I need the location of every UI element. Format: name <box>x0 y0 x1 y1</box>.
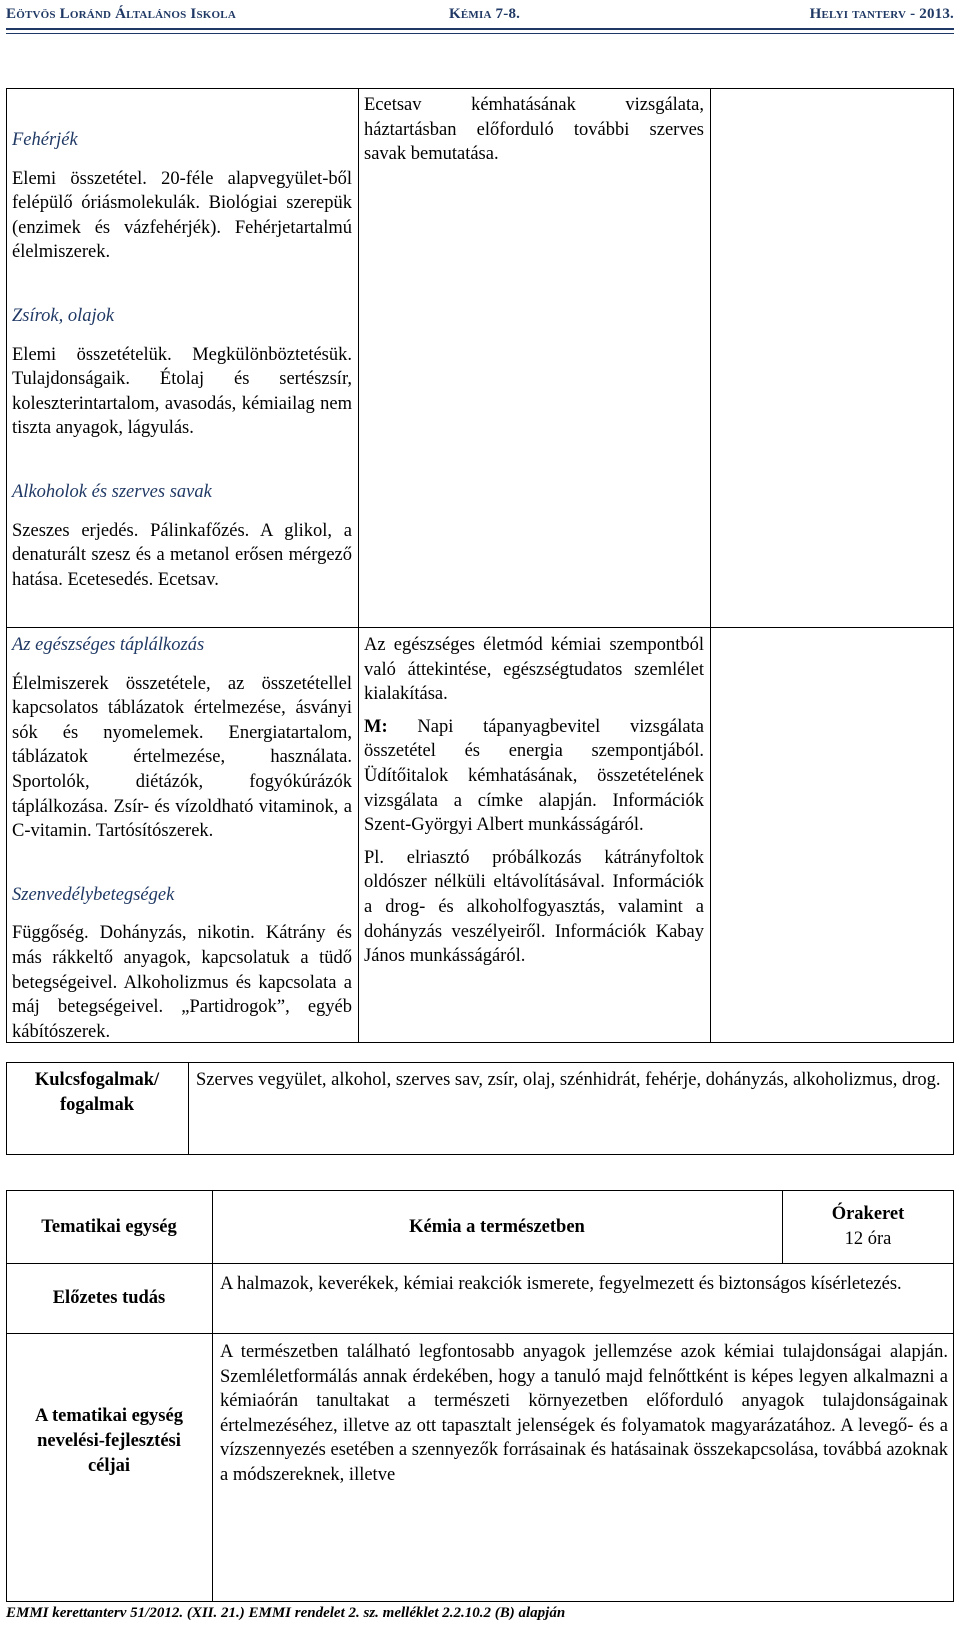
topic-text-alkoholok: Szeszes erjedés. Pálinkafőzés. A glikol, a denaturált szesz és a metanol erősen mérgező hatása. Ecetesedés. Ecetsav. <box>12 520 352 590</box>
m-text: Napi tápanyagbevitel vizsgálata összetétel és energia szempontjából. Üdítőitalok kémhatásának, összetételének vizsgálata a címke alapján. Információk Szent-Györgyi Albert munkásságáról. <box>364 716 704 836</box>
celjai-text: A természetben található legfontosabb anyagok jellemzése azok kémiai tulajdonságai alapján. Szemléletformálás annak érdekében, hogy a tanuló majd felnőttként is képes legyen alkalmazni a kémiaórán tanultakat a természeti környezetben előforduló anyagok tulajdonságainak értelmezéséhez, illetve az ott tapasztalt jelenségek és folyamatok magyarázatához. A levegő- és a vízszennyezés esetében a szennyezők forrásainak és hatásainak összekapcsolása, továbbá azoknak a módszereknek, illetve <box>220 1342 948 1485</box>
topic-text-taplalkozas: Élelmiszerek összetétele, az összetétellel kapcsolatos táblázatok értelmezése, ásványi sók és nyomelemek. Energiatartalom, táblázatok értelmezése, használata. Sportolók, diétázók, fogyókúrázók táplálkozása. Zsír- és vízoldható vitaminok, a C-vitamin. Tartósítószerek. <box>12 673 352 842</box>
topic-text-feherjek: Elemi összetétel. 20-féle alapvegyület-ből felépülő óriásmolekulák. Biológiai szerepük (enzimek és vázfehérjék). Fehérjetartalmú élelmiszerek. <box>12 168 352 263</box>
table-column-divider <box>358 88 359 1043</box>
unit-table-divider <box>212 1190 213 1602</box>
celjai-label-line3: céljai <box>87 1456 131 1476</box>
page-footer: EMMI kerettanterv 51/2012. (XII. 21.) EMMI rendelet 2. sz. melléklet 2.2.10.2 (B) alapján <box>6 1605 566 1621</box>
curriculum-title: Helyi tanterv - 2013. <box>809 6 954 22</box>
activities-cell <box>364 93 704 167</box>
header-divider <box>6 28 954 30</box>
header-divider-thin <box>6 33 954 34</box>
elozetes-text: A halmazok, keverékek, kémiai reakciók ismerete, fegyelmezett és biztonságos kísérletezés. <box>220 1274 902 1294</box>
topic-title-zsirok: Zsírok, olajok <box>12 305 115 326</box>
keywords-divider <box>188 1062 189 1155</box>
orakeret-cell <box>782 1202 954 1252</box>
topics-cell-lower <box>12 633 352 1044</box>
elozetes-label: Előzetes tudás <box>52 1288 166 1308</box>
activity-text-eletmod: Az egészséges életmód kémiai szempontból való áttekintése, egészségtudatos szemlélet kialakítása. <box>364 635 704 705</box>
topic-title-feherjek: Fehérjék <box>12 130 78 150</box>
keywords-label-line2: fogalmak <box>60 1095 134 1115</box>
table-row-divider <box>6 627 954 628</box>
unit-table-row-divider <box>6 1333 954 1334</box>
m-label: M: <box>364 716 388 737</box>
celjai-label <box>6 1404 212 1479</box>
topic-text-zsirok: Elemi összetételük. Megkülönböztetésük. Tulajdonságaik. Étolaj és sertészsír, koleszterintartalom, avasodás, kémiailag nem tiszta anyagok, lágyulás. <box>12 344 352 439</box>
keywords-label-line1: Kulcsfogalmak/ <box>34 1070 160 1090</box>
orakeret-value: 12 óra <box>844 1229 892 1249</box>
topic-title-alkoholok: Alkoholok és szerves savak <box>12 481 212 502</box>
topic-title-taplalkozas: Az egészséges táplálkozás <box>12 635 205 655</box>
activity-text-m <box>364 715 704 838</box>
unit-table-row-divider <box>6 1263 954 1264</box>
keywords-label <box>6 1068 188 1118</box>
celjai-label-line1: A tematikai egység <box>35 1406 183 1426</box>
tematikai-label: Tematikai egység <box>41 1217 177 1237</box>
table-column-divider <box>710 88 711 1043</box>
celjai-label-line2: nevelési-fejlesztési <box>37 1431 181 1451</box>
topic-title-szenvedely: Szenvedélybetegségek <box>12 884 175 905</box>
orakeret-label: Órakeret <box>831 1204 905 1224</box>
topic-text-szenvedely: Függőség. Dohányzás, nikotin. Kátrány és más rákkeltő anyagok, kapcsolatuk a tüdő betegségeivel. Alkoholizmus és kapcsolata a máj betegségeivel. „Partidrogok”, egyéb kábítószerek. <box>12 923 352 1042</box>
activity-text-ecetsav: Ecetsav kémhatásának vizsgálata, háztartásban előforduló további szerves savak bemutatása. <box>364 95 704 165</box>
activity-text-pl: Pl. elriasztó próbálkozás kátrányfoltok oldószer nélküli eltávolításával. Információk a drog- és alkoholfogyasztás, valamint a dohányzás veszélyeiről. Információk Kabay János munkásságáról. <box>364 847 704 967</box>
activities-cell-lower <box>364 633 704 969</box>
topics-cell <box>12 128 352 592</box>
unit-title: Kémia a természetben <box>409 1217 585 1237</box>
school-name: Eötvös Loránd Általános Iskola <box>6 6 236 22</box>
keywords-text: Szerves vegyület, alkohol, szerves sav, zsír, olaj, szénhidrát, fehérje, dohányzás, alkoholizmus, drog. <box>196 1070 941 1090</box>
subject-name: Kémia 7-8. <box>449 6 521 22</box>
